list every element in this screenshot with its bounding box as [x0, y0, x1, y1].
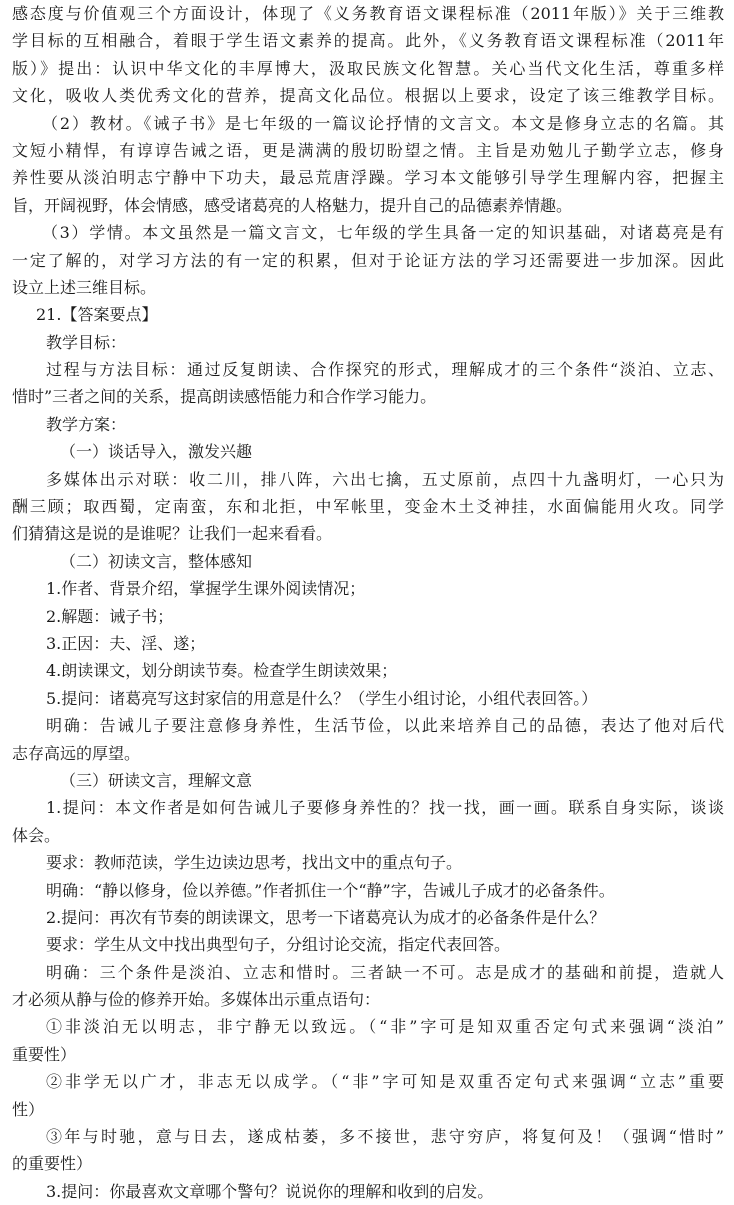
list-item: 3.正因：夫、淫、遂； [46, 633, 206, 653]
paragraph-line: 体会。 [12, 825, 61, 845]
paragraph-line: 版）》提出：认识中华文化的丰厚博大，汲取民族文化智慧。关心当代文化生活，尊重多样 [12, 58, 724, 78]
paragraph-line: 文短小精悍，有谆谆告诫之语，更是满满的殷切盼望之情。主旨是劝勉儿子勤学立志，修身 [12, 140, 724, 160]
paragraph-line: 要求：教师范读，学生边读边思考，找出文中的重点句子。 [46, 853, 463, 873]
paragraph-line: 设立上述三维目标。 [12, 277, 157, 297]
paragraph-line: 明确：三个条件是淡泊、立志和惜时。三者缺一不可。志是成才的基础和前提，造就人 [46, 962, 724, 982]
paragraph-line: 过程与方法目标：通过反复朗读、合作探究的形式，理解成才的三个条件“淡泊、立志、 [46, 360, 724, 380]
paragraph-line: 感态度与价值观三个方面设计，体现了《义务教育语文课程标准（2011年版）》关于三维教 [12, 4, 724, 23]
quote-item: ①非淡泊无以明志，非宁静无以致远。（“非”字可是知双重否定句式来强调“淡泊” [46, 1017, 724, 1037]
list-item: 5.提问：诸葛亮写这封家信的用意是什么？（学生小组讨论，小组代表回答。） [46, 688, 598, 708]
section-heading: （三）研读文言，理解文意 [60, 770, 253, 790]
list-item: 3.提问：你最喜欢文章哪个警句？说说你的理解和收到的启发。 [46, 1181, 494, 1201]
paragraph-line: 一定了解的，对学习方法的有一定的积累，但对于论证方法的学习还需要进一步加深。因此 [12, 250, 724, 270]
list-item: 2.提问：再次有节奏的朗读课文，思考一下诸葛亮认为成才的必备条件是什么？ [46, 907, 606, 927]
section-heading: （二）初读文言，整体感知 [60, 551, 253, 571]
paragraph-line: 明确：“静以修身，俭以养德。”作者抓住一个“静”字，告诫儿子成才的必备条件。 [46, 880, 615, 900]
quote-item: ②非学无以广才，非志无以成学。（“非”字可知是双重否定句式来强调“立志”重要 [46, 1072, 724, 1092]
paragraph-line: 多媒体出示对联：收二川，排八阵，六出七擒，五丈原前，点四十九盏明灯，一心只为 [46, 469, 724, 489]
paragraph-line: 惜时”三者之间的关系，提高朗读感悟能力和合作学习能力。 [12, 387, 437, 407]
quote-item: ③年与时驰，意与日去，遂成枯萎，多不接世，悲守穷庐，将复何及！（强调“惜时” [46, 1127, 724, 1147]
paragraph-line: （3）学情。本文虽然是一篇文言文，七年级的学生具备一定的知识基础，对诸葛亮是有 [42, 223, 724, 243]
paragraph-line: 性） [12, 1099, 45, 1119]
paragraph-line: 志存高远的厚望。 [12, 743, 141, 763]
paragraph-line: 们猜猜这是说的是谁呢？让我们一起来看看。 [12, 524, 333, 544]
list-item: 4.朗读课文，划分朗读节奏。检查学生朗读效果； [46, 661, 398, 681]
list-item: 2.解题：诫子书； [46, 606, 174, 626]
paragraph-line: 养性要从淡泊明志宁静中下功夫，最忌荒唐浮躁。学习本文能够引导学生理解内容，把握主 [12, 168, 724, 188]
list-item: 1.作者、背景介绍，掌握学生课外阅读情况； [46, 579, 366, 599]
paragraph-line: 文化，吸收人类优秀文化的营养，提高文化品位。根据以上要求，设定了该三维教学目标。 [12, 86, 724, 106]
paragraph-line: 旨，开阔视野，体会情感，感受诸葛亮的人格魅力，提升自己的品德素养情趣。 [12, 195, 573, 215]
list-item: 1.提问：本文作者是如何告诫儿子要修身养性的？找一找，画一画。联系自身实际，谈谈 [46, 798, 724, 818]
paragraph-line: 的重要性） [12, 1154, 93, 1174]
section-label: 教学目标： [46, 332, 127, 352]
paragraph-line: 明确：告诫儿子要注意修身养性，生活节俭，以此来培养自己的品德，表达了他对后代 [46, 716, 724, 736]
answer-heading: 21.【答案要点】 [36, 305, 158, 325]
paragraph-line: 才必须从静与俭的修养开始。多媒体出示重点语句： [12, 990, 381, 1010]
section-heading: （一）谈话导入，激发兴趣 [60, 442, 253, 462]
paragraph-line: （2）教材。《诫子书》是七年级的一篇议论抒情的文言文。本文是修身立志的名篇。其 [42, 113, 724, 133]
section-label: 教学方案： [46, 414, 127, 434]
paragraph-line: 重要性） [12, 1044, 77, 1064]
paragraph-line: 酬三顾；取西蜀，定南蛮，东和北拒，中军帐里，变金木土爻神挂，水面偏能用火攻。同学 [12, 497, 724, 517]
paragraph-line: 学目标的互相融合，着眼于学生语文素养的提高。此外，《义务教育语文课程标准（2011年 [12, 31, 724, 51]
paragraph-line: 要求：学生从文中找出典型句子，分组讨论交流，指定代表回答。 [46, 935, 511, 955]
